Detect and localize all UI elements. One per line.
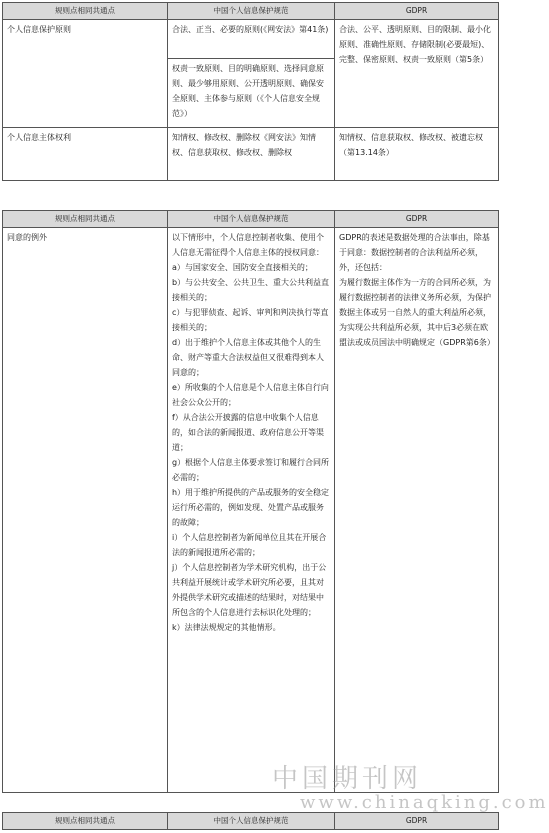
- header-rule-point: 规则点相同共通点: [3, 3, 168, 20]
- row-label-principles: 个人信息保护原则: [3, 20, 168, 128]
- list-item: e）所收集的个人信息是个人信息主体自行向社会公众公开的；: [171, 383, 329, 407]
- header-gdpr: GDPR: [335, 813, 499, 830]
- comparison-table-consent-exceptions: [2, 210, 499, 793]
- china-rights-cell: 知情权、修改权、删除权《网安法》知情权、信息获取权、修改权、删除权: [167, 128, 334, 181]
- list-item: b）与公共安全、公共卫生、重大公共利益直接相关的；: [171, 278, 330, 302]
- gdpr-paragraph: 为履行数据主体作为一方的合同所必须，为履行数据控制者的法律义务所必须，为保护数据主体或另一自然人的重大利益所必须，为实现公共利益所必须，其中后3必须在欧盟法或成员国法中明确规定（GDPR第6条）: [339, 278, 495, 347]
- watermark-url: www.chinaqking.com: [300, 792, 549, 813]
- header-china-norm: 中国个人信息保护规范: [167, 3, 334, 20]
- gdpr-lawful-basis-cell: [335, 228, 499, 793]
- china-principle-cell-b: 权责一致原则、目的明确原则、选择同意原则、最少够用原则、公开透明原则、确保安全原则、主体参与原则（《个人信息安全规范》）: [167, 59, 334, 128]
- list-item: h）用于维护所提供的产品或服务的安全稳定运行所必需的，例如发现、处置产品或服务的故障；: [171, 488, 330, 527]
- table-header-row: [3, 3, 499, 20]
- table-header-row: [3, 813, 499, 830]
- header-rule-point: 规则点相同共通点: [3, 813, 168, 830]
- table-row: [3, 128, 499, 181]
- table-header-row: [3, 211, 499, 228]
- gdpr-rights-cell: 知情权、信息获取权、修改权、被遗忘权（第13.14条）: [335, 128, 499, 181]
- list-item: c）与犯罪侦查、起诉、审判和判决执行等直接相关的；: [171, 308, 329, 332]
- china-intro-text: 以下情形中，个人信息控制者收集、使用个人信息无需征得个人信息主体的授权同意：: [171, 233, 324, 257]
- gdpr-principle-cell: 合法、公平、透明原则、目的限制、最小化原则、准确性原则、存储限制(必要最短)、完整、保密原则、权责一致原则（第5条）: [335, 20, 499, 128]
- comparison-table-partial: [2, 812, 499, 830]
- comparison-table-principles-rights: [2, 2, 499, 181]
- list-item: d）出于维护个人信息主体或其他个人的生命、财产等重大合法权益但又很难得到本人同意的；: [171, 338, 324, 377]
- list-item: j）个人信息控制者为学术研究机构，出于公共利益开展统计或学术研究所必要，且其对外提供学术研究或描述的结果时，对结果中所包含的个人信息进行去标识化处理的；: [171, 563, 327, 617]
- row-label-rights: 个人信息主体权利: [3, 128, 168, 181]
- list-item: f）从合法公开披露的信息中收集个人信息的，如合法的新闻报道、政府信息公开等渠道；: [171, 413, 324, 452]
- china-principle-cell-a: 合法、正当、必要的原则(《网安法》第41条): [167, 20, 334, 59]
- list-item: a）与国家安全、国防安全直接相关的；: [171, 263, 313, 272]
- header-rule-point: 规则点相同共通点: [3, 211, 168, 228]
- list-item: i）个人信息控制者为新闻单位且其在开展合法的新闻报道所必需的；: [171, 533, 327, 557]
- list-item: k）法律法规规定的其他情形。: [171, 623, 281, 632]
- header-gdpr: GDPR: [335, 211, 499, 228]
- table-row: [3, 20, 499, 59]
- row-label-consent-exception: 同意的例外: [3, 228, 168, 793]
- china-consent-exceptions-cell: [167, 228, 334, 793]
- gdpr-paragraph: GDPR的表述是数据处理的合法事由，除基于同意：数据控制者的合法利益所必须，外，还包括：: [339, 233, 490, 272]
- header-china-norm: 中国个人信息保护规范: [167, 211, 334, 228]
- list-item: g）根据个人信息主体要求签订和履行合同所必需的；: [171, 458, 330, 482]
- header-china-norm: 中国个人信息保护规范: [167, 813, 334, 830]
- header-gdpr: GDPR: [335, 3, 499, 20]
- table-row: [3, 228, 499, 793]
- watermark-text: 中国期刊网: [272, 764, 423, 794]
